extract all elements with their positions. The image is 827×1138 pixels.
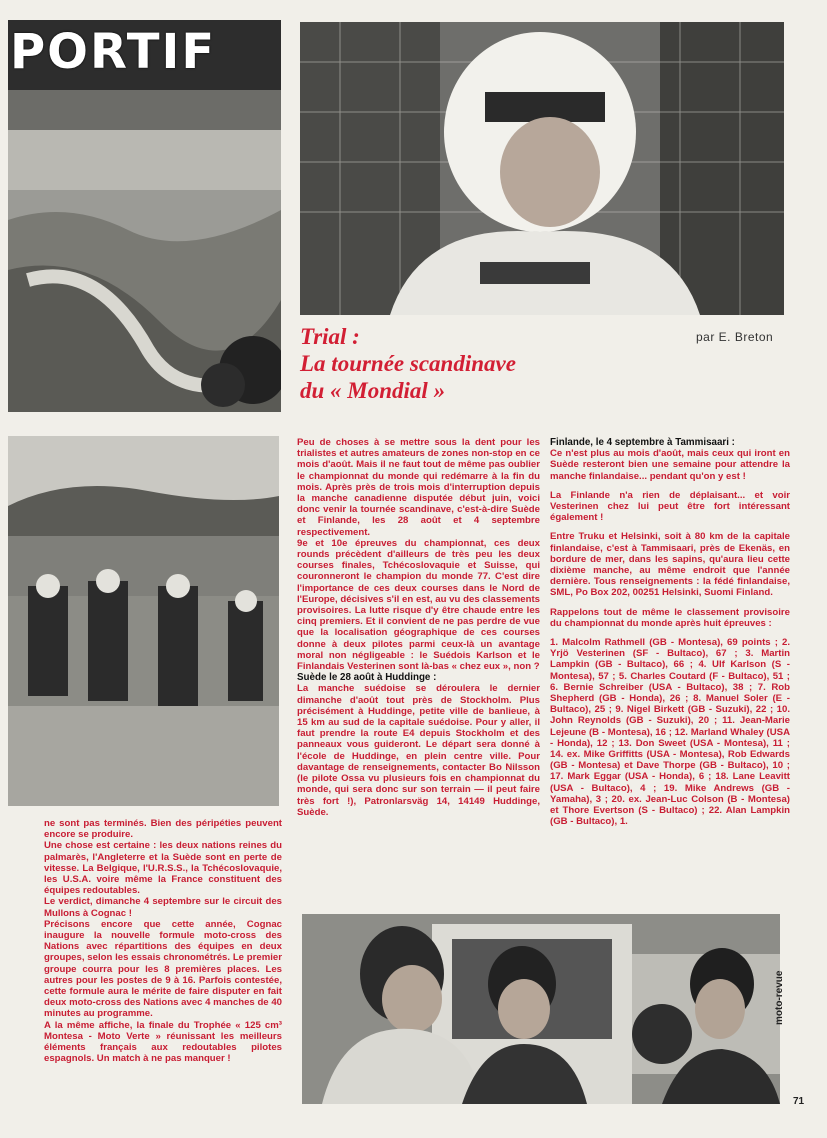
title-line-3: du « Mondial » xyxy=(300,378,446,403)
section-banner: PORTIF xyxy=(10,24,217,80)
paragraph: La manche suédoise se déroulera le dernier dimanche d'août tout près de Stockholm. Plus précisément à Huddinge, petite ville de banlieue, à 15 km au sud de la capitale suédoise. Pour y aller, il faut prendre la route E4 depuis Stockholm et des panneaux vous guideront. Le départ sera donné à l'école de Huddinge, en plein centre ville. Pour davantage de renseignements, contacter Bo Nilsson (le pilote Ossa vu plusieurs fois en championnat du monde, qui sera donc sur son terrain — il peut faire très fort !), Patronlarsväg 14, 14149 Huddinge, Suède. xyxy=(297,683,540,818)
article-column-2 xyxy=(550,437,790,828)
subheading-sweden: Suède le 28 août à Huddinge : xyxy=(297,672,437,684)
photo-motocross-start xyxy=(8,436,279,806)
page-number: 71 xyxy=(793,1096,805,1107)
article-column-1 xyxy=(297,437,540,818)
title-line-1: Trial : xyxy=(300,324,360,349)
article-column-3 xyxy=(44,818,282,1064)
photo-riders-truck xyxy=(302,914,780,1104)
paragraph: Une chose est certaine : les deux nations reines du palmarès, l'Angleterre et la Suède sont en perte de vitesse. La Belgique, l'U.R.S.S., la Tchécoslovaquie, les U.S.A. voire même la France constituent des équipes redoutables. xyxy=(44,840,282,897)
magazine-name: moto-revue xyxy=(774,970,785,1025)
subheading-finland: Finlande, le 4 septembre à Tammisaari : xyxy=(550,437,735,448)
paragraph: A la même affiche, la finale du Trophée « 125 cm³ Montesa - Moto Verte » réunissant les meilleurs éléments français aux redoutables pilotes espagnols. Un match à ne pas manquer ! xyxy=(44,1019,282,1065)
paragraph: Entre Truku et Helsinki, soit à 80 km de la capitale finlandaise, c'est à Tammisaari, près de Ekenäs, en bordure de mer, dans les sapins, qu'aura lieu cette dixième manche, au même endroit que l'année dernière. Tous renseignements : la fédé finlandaise, SML, Po Box 202, 00251 Helsinki, Suomi Finland. xyxy=(550,531,790,599)
paragraph: Ce n'est plus au mois d'août, mais ceux qui iront en Suède resteront bien une semaine pour attendre la manche finlandaise... pendant qu'on y est ! xyxy=(550,448,790,482)
photo-rider-helmet xyxy=(300,22,784,315)
paragraph: Le verdict, dimanche 4 septembre sur le circuit des Mullons à Cognac ! xyxy=(44,896,282,919)
paragraph: Peu de choses à se mettre sous la dent pour les trialistes et autres amateurs de zones non-stop en ce mois d'août. Mais il ne faut tout de même pas oublier le championnat du monde qui redémarre à la fin du mois. Après près de trois mois d'interruption depuis la manche canadienne disputée début juin, voici donc venir la tournée scandinave, c'est-à-dire Suède et Finlande, les 28 août et 4 septembre respectivement. xyxy=(297,437,540,538)
paragraph: 9e et 10e épreuves du championnat, ces deux rounds précèdent d'ailleurs de très peu les deux courses finales, Tchécoslovaquie et Suisse, qui couronneront le champion du monde 77. C'est dire l'importance de ces deux courses dans le Nord de l'Europe, décisives s'il en est, au vu des classements provisoires. La lutte risque d'y être chaude entre les cinq premiers. Et il convient de ne pas perdre de vue que la localisation géographique de ces courses donne à deux pilotes parmi ceux-là un avantage moral non négligeable : le Suédois Karlson et le Finlandais Vesterinen sont là-bas « chez eux », non ? xyxy=(297,537,540,673)
byline: par E. Breton xyxy=(696,330,774,344)
standings-list: 1. Malcolm Rathmell (GB - Montesa), 69 points ; 2. Yrjö Vesterinen (SF - Bultaco), 67 ; 3. Martin Lampkin (GB - Bultaco), 66 ; 4. Ulf Karlson (S - Montesa), 57 ; 5. Charles Coutard (F - Bultaco), 51 ; 6. Bernie Schreiber (USA - Bultaco), 38 ; 7. Rob Shepherd (GB - Honda), 26 ; 8. Manuel Soler (E - Bultaco), 25 ; 9. Nigel Birkett (GB - Suzuki), 22 ; 10. John Reynolds (GB - Suzuki), 20 ; 11. Jean-Marie Lejeune (B - Montesa), 16 ; 12. Marland Whaley (USA - Honda), 12 ; 13. Don Sweet (USA - Montesa), 11 ; 14. ex. Mike Griffitts (USA - Montesa), Rob Edwards (GB - Montesa) et Dave Thorpe (GB - Bultaco), 10 ; 17. Mark Eggar (USA - Honda), 6 ; 18. Lane Leavitt (USA - Bultaco), 4 ; 19. Mike Andrews (GB - Yamaha), 3 ; 20. ex. Jean-Luc Colson (B - Montesa) et Thore Evertson (S - Bultaco) ; 22. Alan Lampkin (GB - Bultaco), 1. xyxy=(550,637,790,828)
paragraph: Rappelons tout de même le classement provisoire du championnat du monde après huit épreuves : xyxy=(550,606,790,629)
title-line-2: La tournée scandinave xyxy=(300,351,516,376)
paragraph: Précisons encore que cette année, Cognac inaugure la nouvelle formule moto-cross des Nations avec répartitions des équipes en deux groupes, selon les essais chronométrés. Le premier groupe courra pour les 8 premières places. Les autres pour les postes de 9 à 16. Parfois contestée, cette formule aura le mérite de faire disputer en fait deux moto-cross des Nations avec 4 manches de 40 minutes au programme. xyxy=(44,918,282,1020)
paragraph: ne sont pas terminés. Bien des péripéties peuvent encore se produire. xyxy=(44,818,282,841)
article-title xyxy=(300,323,600,404)
paragraph: La Finlande n'a rien de déplaisant... et voir Vesterinen chez lui peut être fort intéressant également ! xyxy=(550,489,790,524)
